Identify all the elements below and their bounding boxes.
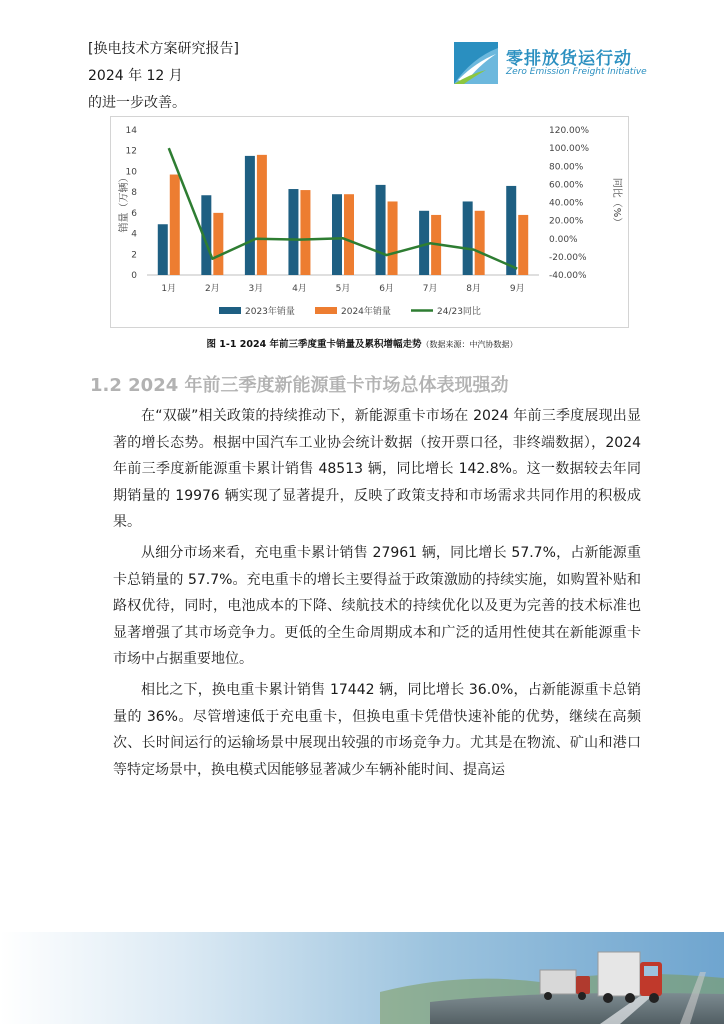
logo-name-cn: 零排放货运行动	[506, 49, 632, 69]
y2-tick-label: 60.00%	[549, 180, 584, 191]
x-tick-label: 3月	[248, 284, 264, 294]
x-tick-label: 1月	[161, 284, 177, 294]
logo-name-en: Zero Emission Freight Initiative	[506, 67, 647, 77]
legend-swatch	[219, 307, 241, 314]
x-tick-label: 6月	[379, 284, 394, 294]
bar-2023	[288, 189, 298, 275]
bar-2024	[344, 194, 354, 275]
y-tick-label: 4	[131, 229, 137, 240]
y2-tick-label: 0.00%	[549, 234, 578, 245]
bar-2023	[376, 185, 386, 275]
y-tick-label: 12	[125, 146, 137, 157]
caption-main: 图 1-1 2024 年前三季度重卡销量及累积增幅走势	[206, 339, 422, 350]
y-tick-label: 0	[131, 271, 137, 281]
bar-2024	[213, 213, 223, 275]
bar-2023	[158, 224, 168, 275]
legend-label: 2024年销量	[341, 307, 391, 317]
bar-2024	[257, 155, 267, 275]
y-tick-label: 10	[125, 167, 137, 178]
bar-2023	[332, 194, 342, 275]
report-date: 2024 年 12 月	[88, 68, 183, 84]
logo-mark-icon	[452, 40, 500, 86]
section-title: 1.2 2024 年前三季度新能源重卡市场总体表现强劲	[90, 375, 509, 396]
y2-tick-label: 80.00%	[549, 162, 584, 173]
y2-tick-label: 100.00%	[549, 144, 590, 155]
report-title: [换电技术方案研究报告]	[88, 41, 239, 57]
x-tick-label: 4月	[292, 284, 307, 294]
y-axis-title: 销量（万辆）	[119, 172, 130, 233]
y-tick-label: 2	[131, 250, 137, 261]
legend-label: 24/23同比	[437, 307, 481, 317]
paragraph: 在“双碳”相关政策的持续推动下，新能源重卡市场在 2024 年前三季度展现出显著的增长态势。根据中国汽车工业协会统计数据（按开票口径，非终端数据），2024 年前三季度新能源重卡累计销售 48513 辆，同比增长 142.8%。这一数据较去年同期销量的 19976 辆实现了显著提升，反映了政策支持和市场需求共同作用的积极成果。	[113, 408, 641, 531]
bar-2024	[518, 215, 528, 275]
y2-tick-label: -20.00%	[549, 252, 587, 263]
paragraph: 相比之下，换电重卡累计销售 17442 辆，同比增长 36.0%，占新能源重卡总销量的 36%。尽管增速低于充电重卡，但换电重卡凭借快速补能的优势，继续在高频次、长时间运行的运输场景中展现出较强的市场竞争力。尤其是在物流、矿山和港口等特定场景中，换电模式因能够显著减少车辆补能时间、提高运	[113, 681, 641, 778]
legend-label: 2023年销量	[245, 307, 295, 317]
x-tick-label: 8月	[466, 284, 482, 294]
bar-2023	[463, 201, 473, 275]
y-tick-label: 8	[131, 188, 137, 199]
x-tick-label: 2月	[204, 284, 220, 294]
y2-tick-label: 40.00%	[549, 198, 584, 209]
sales-chart	[111, 117, 628, 327]
body-text	[113, 403, 641, 787]
footer-banner	[0, 932, 724, 1024]
x-tick-label: 9月	[509, 284, 525, 294]
bar-2024	[475, 211, 485, 275]
y-tick-label: 14	[125, 126, 137, 136]
chart-container	[110, 116, 629, 328]
continued-text: 的进一步改善。	[88, 95, 186, 111]
figure-caption	[0, 336, 724, 350]
y2-axis-title: 同比（%）	[611, 177, 622, 228]
caption-source: （数据来源：中汽协数据）	[421, 340, 518, 349]
x-tick-label: 5月	[335, 284, 351, 294]
y2-tick-label: 20.00%	[549, 216, 584, 227]
bar-2024	[170, 175, 180, 275]
y2-tick-label: -40.00%	[549, 271, 587, 281]
bar-2023	[506, 186, 516, 275]
x-tick-label: 7月	[422, 284, 438, 294]
legend-swatch	[315, 307, 337, 314]
truck-highway-image	[0, 932, 724, 1024]
logo	[452, 40, 682, 88]
bar-2024	[388, 201, 398, 275]
y-tick-label: 6	[131, 208, 137, 219]
paragraph: 从细分市场来看，充电重卡累计销售 27961 辆，同比增长 57.7%，占新能源重卡总销量的 57.7%。充电重卡的增长主要得益于政策激励的持续实施，如购置补贴和路权优待，同时，电池成本的下降、续航技术的持续优化以及更为完善的技术标准也显著增强了其市场竞争力。更低的全生命周期成本和广泛的适用性使其在新能源重卡市场中占据重要地位。	[113, 544, 641, 668]
bar-2024	[300, 190, 310, 275]
y2-tick-label: 120.00%	[549, 126, 590, 136]
bar-2023	[245, 156, 255, 275]
